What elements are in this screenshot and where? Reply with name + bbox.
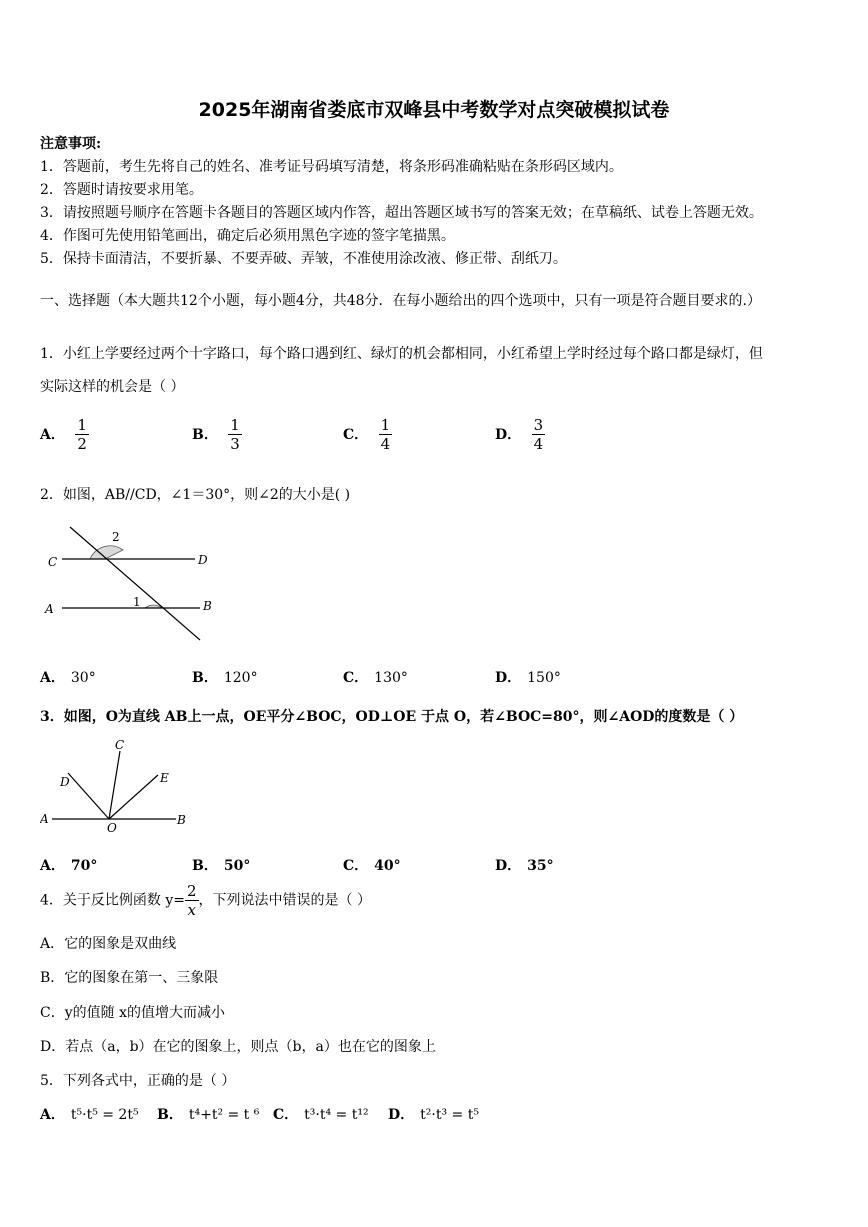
- question-1-line-1: 1．小红上学要经过两个十字路口，每个路口遇到红、绿灯的机会都相同，小红希望上学时经过每个路口都是绿灯，但: [40, 346, 763, 362]
- question-3-stem: 3．如图，O为直线 AB上一点，OE平分∠BOC，OD⊥OE 于点 O，若∠BOC=80°，则∠AOD的度数是（ ）: [40, 709, 744, 725]
- q2-option-c[interactable]: [343, 667, 408, 687]
- note-item-1: 1．答题前，考生先将自己的姓名、准考证号码填写清楚，将条形码准确粘贴在条形码区域内。: [40, 159, 623, 175]
- option-label: D．: [495, 858, 522, 874]
- fraction: [185, 882, 199, 919]
- q5-option-a[interactable]: [40, 1104, 139, 1124]
- denominator: x: [187, 901, 196, 919]
- fraction: [75, 416, 89, 453]
- ray-oc: [109, 751, 120, 819]
- q4-stem-pre: 4．关于反比例函数 y=: [40, 892, 185, 909]
- label-o: O: [107, 821, 117, 835]
- label-a: A: [40, 812, 49, 826]
- q3-option-a[interactable]: [40, 855, 97, 875]
- angle-bisector-figure: [40, 735, 195, 839]
- option-label: D．: [388, 1107, 415, 1123]
- option-label: C．: [343, 858, 369, 874]
- q4-stem-post: ，下列说法中错误的是（ ）: [198, 892, 371, 909]
- question-2-stem: 2．如图，AB//CD，∠1＝30°，则∠2的大小是( ): [40, 487, 351, 503]
- q5-option-d[interactable]: [388, 1104, 479, 1124]
- option-label: D．: [495, 426, 522, 443]
- question-4-stem: [40, 882, 371, 919]
- label-d: D: [60, 775, 70, 789]
- notes-heading: 注意事项:: [40, 136, 102, 152]
- option-label: B．: [192, 858, 218, 874]
- q5-option-c[interactable]: [273, 1104, 369, 1124]
- option-label: A．: [40, 426, 65, 443]
- option-text: 30°: [70, 670, 96, 686]
- option-label: B．: [192, 426, 218, 443]
- fraction: [228, 416, 242, 453]
- option-text: t²·t³ = t⁵: [420, 1107, 479, 1123]
- q4-option-d[interactable]: D．若点（a，b）在它的图象上，则点（b，a）也在它的图象上: [40, 1039, 436, 1055]
- option-label: C．: [343, 670, 369, 686]
- denominator: 3: [230, 435, 240, 453]
- numerator: 1: [380, 416, 391, 434]
- option-label: A．: [40, 670, 65, 686]
- note-item-3: 3．请按照题号顺序在答题卡各题目的答题区域内作答，超出答题区域书写的答案无效；在草稿纸、试卷上答题无效。: [40, 205, 763, 221]
- label-e: E: [160, 771, 169, 785]
- q3-option-c[interactable]: [343, 855, 401, 875]
- question-1-line-2: 实际这样的机会是（ ）: [40, 379, 185, 395]
- fraction: [532, 416, 546, 453]
- numerator: 1: [230, 416, 240, 434]
- label-angle-2: 2: [112, 530, 120, 544]
- option-text: 70°: [70, 858, 98, 874]
- q1-option-d[interactable]: [495, 416, 545, 453]
- angle-2-arc: [90, 546, 123, 559]
- ray-od: [68, 773, 109, 819]
- numerator: 1: [77, 416, 87, 434]
- section-heading: 一、选择题（本大题共12个小题，每小题4分，共48分．在每小题给出的四个选项中，只有一项是符合题目要求的.）: [40, 293, 761, 309]
- note-item-2: 2．答题时请按要求用笔。: [40, 182, 203, 198]
- parallel-lines-figure: [40, 522, 220, 646]
- q2-option-b[interactable]: [192, 667, 258, 687]
- note-item-4: 4．作图可先使用铅笔画出，确定后必须用黑色字迹的签字笔描黑。: [40, 228, 455, 244]
- transversal-line: [70, 527, 200, 640]
- q5-option-b[interactable]: [157, 1104, 259, 1124]
- q2-option-d[interactable]: [495, 667, 561, 687]
- option-text: 130°: [374, 670, 408, 686]
- q4-option-a[interactable]: A．它的图象是双曲线: [40, 936, 177, 952]
- q2-option-a[interactable]: [40, 667, 96, 687]
- q3-option-b[interactable]: [192, 855, 250, 875]
- option-text: 40°: [374, 858, 401, 874]
- denominator: 4: [380, 435, 391, 453]
- option-text: 120°: [223, 670, 258, 686]
- option-label: C．: [343, 426, 369, 443]
- option-text: t⁵·t⁵ = 2t⁵: [70, 1107, 139, 1123]
- option-label: B．: [157, 1107, 183, 1123]
- q4-option-c[interactable]: C．y的值随 x的值增大而减小: [40, 1005, 225, 1021]
- q1-option-c[interactable]: [343, 416, 392, 453]
- label-angle-1: 1: [133, 595, 141, 609]
- option-text: 50°: [223, 858, 251, 874]
- option-text: t³·t⁴ = t¹²: [304, 1107, 369, 1123]
- q3-option-d[interactable]: [495, 855, 554, 875]
- label-a: A: [45, 602, 54, 616]
- label-c: C: [48, 555, 58, 569]
- q1-option-a[interactable]: [40, 416, 89, 453]
- option-label: D．: [495, 670, 522, 686]
- label-c: C: [115, 738, 125, 752]
- numerator: 3: [533, 416, 544, 434]
- page-title: 2025年湖南省娄底市双峰县中考数学对点突破模拟试卷: [198, 99, 670, 121]
- q4-option-b[interactable]: B．它的图象在第一、三象限: [40, 970, 219, 986]
- q1-option-b[interactable]: [192, 416, 242, 453]
- label-b: B: [177, 813, 186, 827]
- question-5-stem: 5．下列各式中，正确的是（ ）: [40, 1073, 236, 1089]
- option-label: C．: [273, 1107, 299, 1123]
- option-label: B．: [192, 670, 218, 686]
- label-b: B: [203, 599, 212, 613]
- denominator: 2: [77, 435, 87, 453]
- option-text: t⁴+t² = t ⁶: [188, 1107, 260, 1123]
- option-label: A．: [40, 1107, 65, 1123]
- numerator: 2: [187, 882, 197, 900]
- option-label: A．: [40, 858, 65, 874]
- ray-oe: [109, 775, 158, 819]
- label-d: D: [198, 553, 208, 567]
- option-text: 35°: [527, 858, 554, 874]
- note-item-5: 5．保持卡面清洁，不要折暴、不要弄破、弄皱，不准使用涂改液、修正带、刮纸刀。: [40, 251, 567, 267]
- denominator: 4: [533, 435, 544, 453]
- option-text: 150°: [527, 670, 561, 686]
- fraction: [379, 416, 393, 453]
